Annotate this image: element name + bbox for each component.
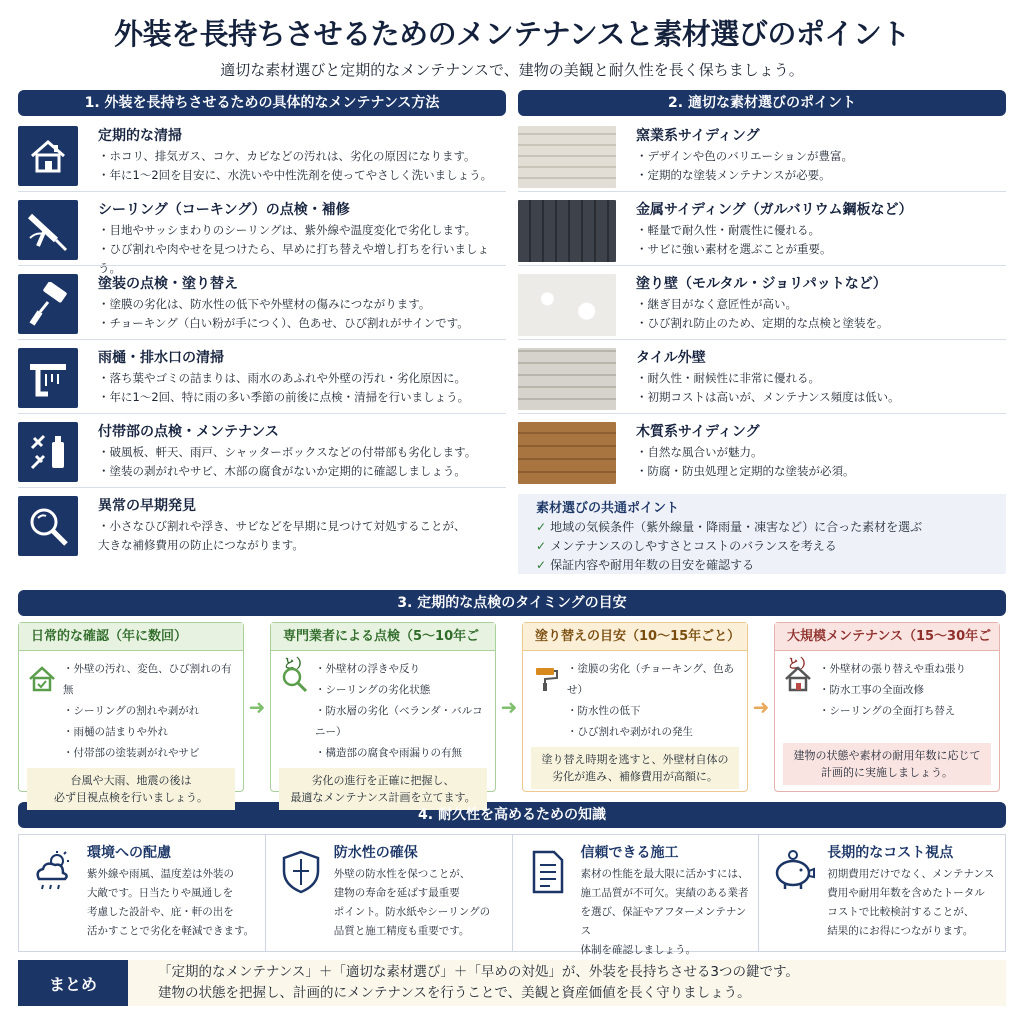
maintenance-item (18, 118, 506, 192)
metal-siding-swatch (518, 200, 616, 262)
maintenance-line: ・年に1〜2回、特に雨の多い季節の前後に点検・清掃を行いましょう。 (98, 390, 470, 404)
material-line: ・防腐・防虫処理と定期的な塗装が必須。 (636, 464, 855, 478)
maintenance-title: 塗装の点検・塗り替え (98, 276, 238, 292)
timing-item: ・防水工事の全面改修 (819, 684, 924, 696)
timing-item: ・付帯部の塗装剥がれやサビ (63, 747, 200, 759)
arrow-right-icon: ➜ (752, 695, 770, 719)
timing-cards (18, 622, 1006, 804)
knowledge-line: 結果的にお得につながります。 (827, 925, 974, 937)
maintenance-title: シーリング（コーキング）の点検・補修 (98, 202, 350, 218)
timing-card-title: 大規模メンテナンス（15〜30年ごと） (775, 623, 999, 651)
common-point: ✓ メンテナンスのしやすさとコストのバランスを考える (536, 539, 837, 553)
tile-wall-swatch (518, 348, 616, 410)
common-points-title: 素材選びの共通ポイント (536, 501, 680, 516)
arrow-right-icon: ➜ (500, 695, 518, 719)
knowledge-line: コストで比較検討することが、 (827, 906, 975, 918)
material-title: 金属サイディング（ガルバリウム鋼板など） (636, 202, 913, 218)
timing-card-daily (18, 622, 244, 804)
sections-1-2 (18, 90, 1006, 580)
house-outline-icon (781, 659, 815, 739)
section-maintenance (18, 90, 506, 580)
material-line: ・継ぎ目がなく意匠性が高い。 (636, 297, 797, 311)
timing-card-major (774, 622, 1000, 792)
knowledge-item (513, 835, 760, 956)
material-line: ・デザインや色のバリエーションが豊富。 (636, 149, 854, 163)
common-point: ✓ 地域の気候条件（紫外線量・降雨量・凍害など）に合った素材を選ぶ (536, 520, 923, 534)
maintenance-item (18, 414, 506, 488)
material-item (518, 118, 1006, 192)
section-durability (18, 802, 1006, 956)
timing-note: 建物の状態や素材の耐用年数に応じて 計画的に実施しましょう。 (783, 743, 991, 785)
gutter-icon (18, 348, 78, 408)
maintenance-line: ・ひび割れや肉やせを見つけたら、早めに打ち替えや増し打ちを行いましょう。 (98, 242, 489, 275)
summary-label: まとめ (18, 960, 128, 1006)
caulking-gun-icon (18, 200, 78, 260)
maintenance-title: 雨樋・排水口の清掃 (98, 350, 224, 366)
timing-note: 塗り替え時期を逃すと、外壁材自体の 劣化が進み、補修費用が高額に。 (531, 747, 739, 789)
knowledge-line: 素材の性能を最大限に活かすには、 (580, 868, 749, 880)
material-item (518, 266, 1006, 340)
knowledge-item (759, 835, 1005, 951)
knowledge-row (18, 834, 1006, 956)
timing-item: ・シーリングの割れや剥がれ (63, 705, 200, 717)
maintenance-item (18, 192, 506, 275)
maintenance-line: ・落ち葉やゴミの詰まりは、雨水のあふれや外壁の汚れ・劣化原因に。 (98, 371, 466, 385)
section-4-heading: 4. 耐久性を高めるための知識 (18, 802, 1006, 828)
plaster-wall-swatch (518, 274, 616, 336)
material-title: 塗り壁（モルタル・ジョリパットなど） (636, 276, 887, 292)
section-3-heading: 3. 定期的な点検のタイミングの目安 (18, 590, 1006, 616)
material-line: ・ひび割れ防止のため、定期的な点検と塗装を。 (636, 316, 889, 330)
timing-card-repaint (522, 622, 748, 792)
arrow-right-icon: ➜ (248, 695, 266, 719)
material-line: ・耐久性・耐候性に非常に優れる。 (636, 371, 820, 385)
knowledge-line: 外壁の防水性を保つことが、 (333, 868, 471, 880)
checkmark-icon: ✓ (536, 520, 547, 534)
material-line: ・定期的な塗装メンテナンスが必要。 (636, 168, 831, 182)
maintenance-title: 異常の早期発見 (98, 498, 196, 514)
checkmark-icon: ✓ (536, 558, 547, 572)
timing-item: ・外壁の汚れ、変色、ひび割れの有無 (63, 663, 232, 696)
timing-item: ・塗膜の劣化（チョーキング、色あせ） (567, 663, 734, 696)
timing-item: ・ひび割れや剥がれの発生 (567, 726, 693, 738)
maintenance-line: ・塗膜の劣化は、防水性の低下や外壁材の傷みにつながります。 (98, 297, 431, 311)
maintenance-list (18, 118, 506, 562)
weather-icon (29, 843, 79, 951)
material-line: ・自然な風合いが魅力。 (636, 445, 763, 459)
maintenance-line: ・破風板、軒天、雨戸、シャッターボックスなどの付帯部も劣化します。 (98, 445, 477, 459)
knowledge-line: を選び、保証やアフターメンテナンス (580, 906, 747, 937)
home-check-icon (25, 659, 59, 764)
timing-item: ・防水層の劣化（ベランダ・バルコニー） (315, 705, 483, 738)
maintenance-line: ・目地やサッシまわりのシーリングは、紫外線や温度変化で劣化します。 (98, 223, 477, 237)
magnifier-icon (18, 496, 78, 556)
material-line: ・サビに強い素材を選ぶことが重要。 (636, 242, 832, 256)
knowledge-item (266, 835, 513, 951)
document-icon (523, 843, 573, 951)
knowledge-line: 品質と施工精度も重要です。 (333, 925, 470, 937)
knowledge-item (19, 835, 266, 951)
maintenance-item (18, 488, 506, 562)
section-materials (518, 90, 1006, 580)
timing-item: ・外壁材の浮きや反り (315, 663, 420, 675)
material-item (518, 340, 1006, 414)
knowledge-line: 紫外線や雨風、温度差は外装の (87, 868, 234, 880)
maintenance-item (18, 340, 506, 414)
knowledge-title: 防水性の確保 (333, 845, 418, 861)
knowledge-line: 大敵です。日当たりや風通しを (87, 887, 234, 899)
knowledge-title: 環境への配慮 (87, 845, 171, 861)
page-title: 外装を長持ちさせるためのメンテナンスと素材選びのポイント (114, 17, 910, 51)
checkmark-icon: ✓ (536, 539, 547, 553)
ceramic-siding-swatch (518, 126, 616, 188)
maintenance-item (18, 266, 506, 340)
knowledge-line: 施工品質が不可欠。実績のある業者 (580, 887, 749, 899)
material-line: ・軽量で耐久性・耐震性に優れる。 (636, 223, 820, 237)
maintenance-line: 大きな補修費用の防止につながります。 (98, 538, 304, 552)
maintenance-title: 定期的な清掃 (98, 128, 182, 144)
summary-line: 「定期的なメンテナンス」＋「適切な素材選び」＋「早めの対処」が、外装を長持ちさせる3つの鍵です。 (158, 964, 799, 980)
maintenance-line: ・ホコリ、排気ガス、コケ、カビなどの汚れは、劣化の原因になります。 (98, 149, 476, 163)
wood-siding-swatch (518, 422, 616, 484)
knowledge-title: 長期的なコスト視点 (827, 845, 954, 861)
common-points-box (518, 494, 1006, 574)
knowledge-line: 体制を確認しましょう。 (580, 944, 696, 956)
knowledge-line: 建物の寿命を延ばす最重要 (333, 887, 460, 899)
knowledge-line: ポイント。防水紙やシーリングの (333, 906, 491, 918)
paint-roller-icon (529, 659, 563, 743)
timing-item: ・雨樋の詰まりや外れ (63, 726, 168, 738)
paint-roller-icon (18, 274, 78, 334)
timing-item: ・防水性の低下 (567, 705, 641, 717)
material-line: ・初期コストは高いが、メンテナンス頻度は低い。 (636, 390, 900, 404)
knowledge-line: 費用や耐用年数を含めたトータル (827, 887, 985, 899)
timing-card-title: 塗り替えの目安（10〜15年ごと） (523, 623, 747, 651)
knowledge-line: 初期費用だけでなく、メンテナンス (827, 868, 995, 880)
tools-icon (18, 422, 78, 482)
maintenance-line: ・塗装の剥がれやサビ、木部の腐食がないか定期的に確認しましょう。 (98, 464, 466, 478)
material-title: 木質系サイディング (636, 424, 760, 440)
material-title: 窯業系サイディング (636, 128, 760, 144)
timing-item: ・構造部の腐食や雨漏りの有無 (315, 747, 462, 759)
piggy-bank-icon (769, 843, 819, 951)
shield-icon (276, 843, 326, 951)
section-2-heading: 2. 適切な素材選びのポイント (518, 90, 1006, 116)
timing-item: ・シーリングの劣化状態 (315, 684, 431, 696)
timing-note: 台風や大雨、地震の後は 必ず目視点検を行いましょう。 (27, 768, 235, 810)
common-point: ✓ 保証内容や耐用年数の目安を確認する (536, 558, 755, 572)
timing-card-professional (270, 622, 496, 804)
materials-list (518, 118, 1006, 488)
timing-note: 劣化の進行を正確に把握し、 最適なメンテナンス計画を立てます。 (279, 768, 487, 810)
timing-item: ・シーリングの全面打ち替え (819, 705, 956, 717)
timing-item: ・外壁材の張り替えや重ね張り (819, 663, 966, 675)
knowledge-title: 信頼できる施工 (580, 845, 679, 861)
summary-box (18, 960, 1006, 1006)
knowledge-line: 活かすことで劣化を軽減できます。 (87, 925, 255, 937)
house-icon (18, 126, 78, 186)
timing-card-title: 日常的な確認（年に数回） (19, 623, 243, 651)
section-1-heading: 1. 外装を長持ちさせるための具体的なメンテナンス方法 (18, 90, 506, 116)
material-item (518, 414, 1006, 488)
summary-line: 建物の状態を把握し、計画的にメンテナンスを行うことで、美観と資産価値を長く守りましょう。 (158, 985, 751, 1001)
section-timing (18, 590, 1006, 804)
page-subtitle: 適切な素材選びと定期的なメンテナンスで、建物の美観と耐久性を長く保ちましょう。 (220, 61, 804, 79)
maintenance-title: 付帯部の点検・メンテナンス (98, 424, 279, 440)
maintenance-line: ・年に1〜2回を目安に、水洗いや中性洗剤を使ってやさしく洗いましょう。 (98, 168, 493, 182)
maintenance-line: ・小さなひび割れや浮き、サビなどを早期に見つけて対処することが、 (98, 519, 466, 533)
magnifier-icon (277, 659, 311, 764)
knowledge-line: 考慮した設計や、庇・軒の出を (87, 906, 234, 918)
material-title: タイル外壁 (636, 350, 706, 366)
maintenance-line: ・チョーキング（白い粉が手につく）、色あせ、ひび割れがサインです。 (98, 316, 469, 330)
timing-card-title: 専門業者による点検（5〜10年ごと） (271, 623, 495, 651)
material-item (518, 192, 1006, 266)
